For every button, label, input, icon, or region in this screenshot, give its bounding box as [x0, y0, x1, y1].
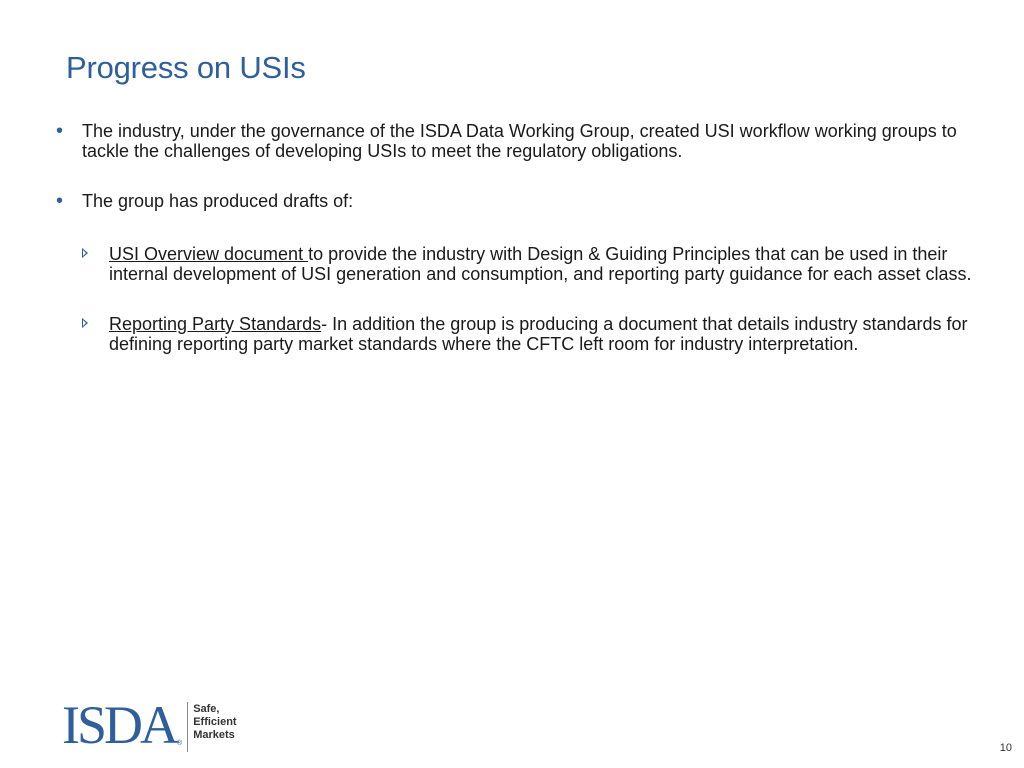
sub-bullet-text: to provide the industry with Design & Guiding Principles that can be used in their internal development of USI generation and consumption, and reporting party guidance for each asset class.: [109, 244, 972, 284]
logo-wordmark: ISDA: [62, 695, 177, 755]
logo-tagline: [193, 703, 236, 742]
triangle-arrow-icon: [82, 248, 88, 258]
logo-divider: [187, 702, 188, 752]
sub-bullet-text: - In addition the group is producing a document that details industry standards for defining reporting party market standards where the CFTC left room for industry interpretation.: [109, 314, 968, 354]
registered-mark: ®: [177, 740, 183, 747]
sub-bullet-list: [82, 244, 987, 384]
tagline-line: Markets: [193, 729, 235, 741]
bullet-dot-icon: •: [56, 120, 64, 142]
usi-overview-link[interactable]: USI Overview document: [109, 244, 309, 264]
tagline-line: Safe,: [193, 703, 220, 715]
sub-bullet-item: [82, 314, 987, 354]
page-number: 10: [999, 742, 1012, 754]
bullet-list: [56, 121, 991, 241]
tagline-line: Efficient: [193, 716, 237, 728]
isda-logo: [62, 695, 237, 756]
bullet-dot-icon: •: [56, 190, 64, 212]
triangle-arrow-icon: [82, 318, 88, 328]
reporting-party-standards-link[interactable]: Reporting Party Standards: [109, 314, 322, 334]
sub-bullet-item: [82, 244, 987, 284]
bullet-item: [56, 121, 991, 161]
slide-title: Progress on USIs: [66, 50, 306, 85]
bullet-item: [56, 191, 991, 211]
bullet-text: The industry, under the governance of the ISDA Data Working Group, created USI workflow working groups to tackle the challenges of developing USIs to meet the regulatory obligations.: [82, 121, 957, 161]
bullet-text: The group has produced drafts of:: [82, 191, 354, 211]
